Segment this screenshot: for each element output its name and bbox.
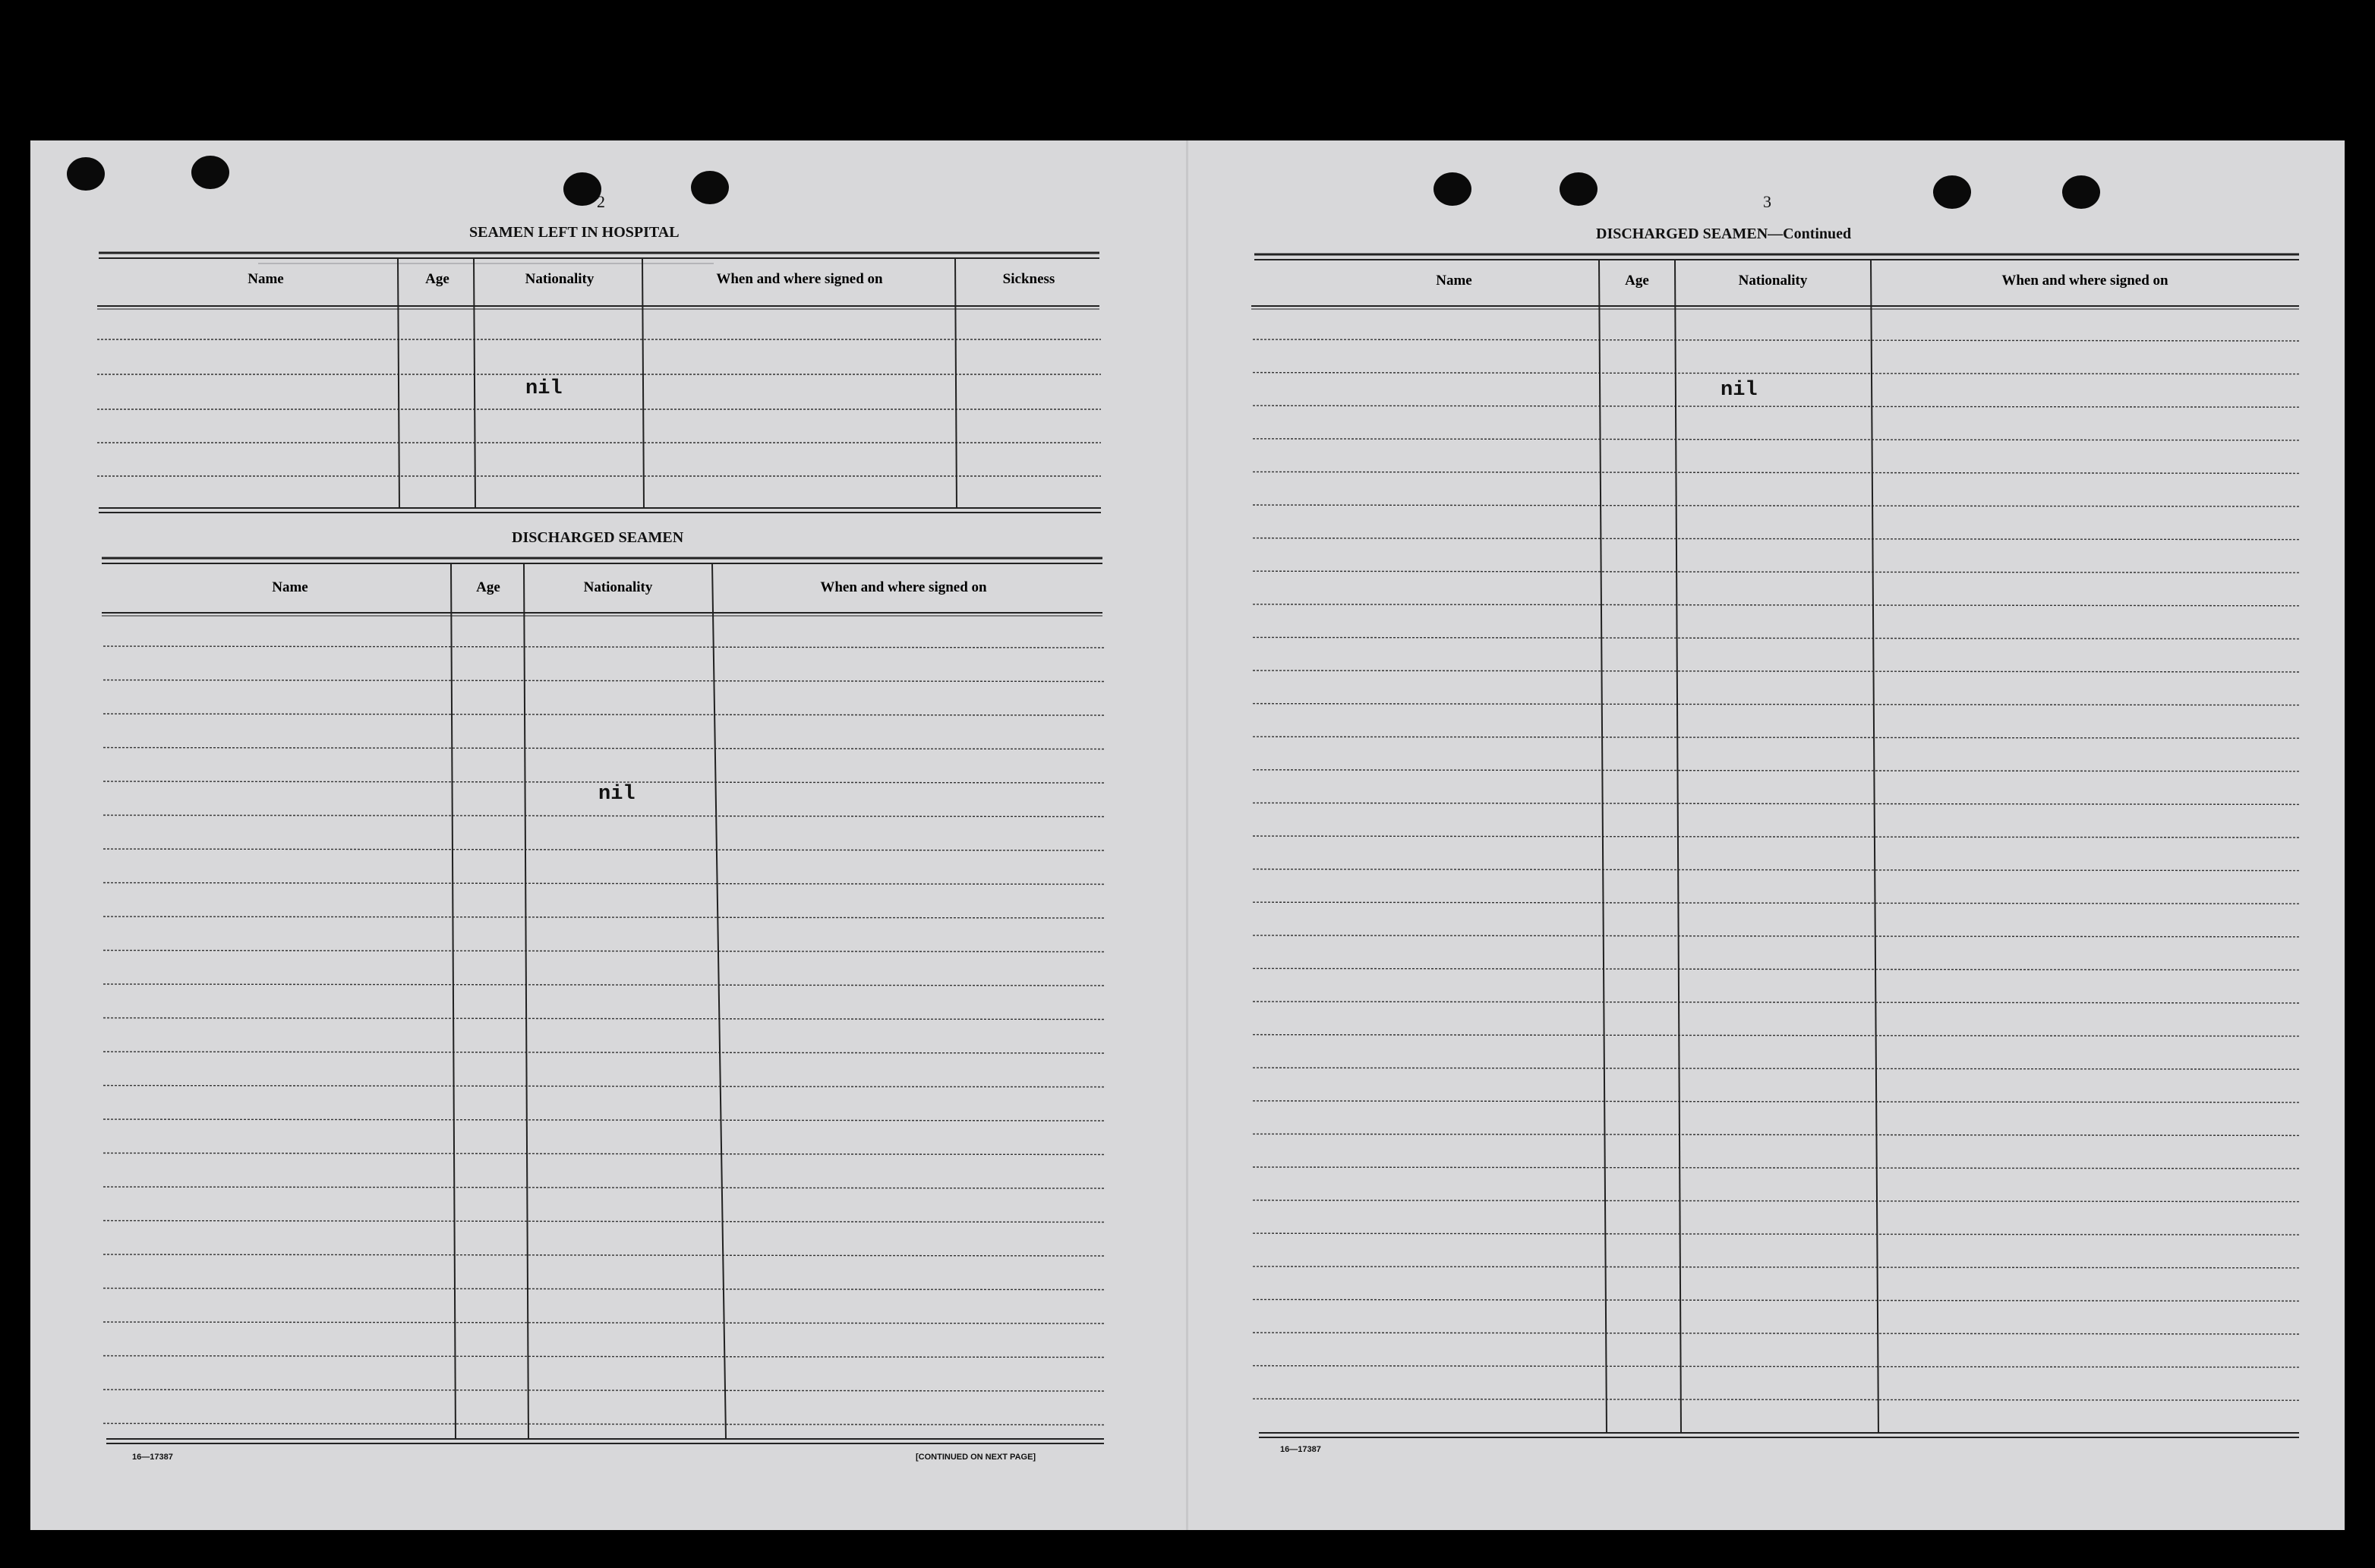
document-page bbox=[30, 140, 2345, 1530]
ruled-row-line bbox=[103, 1187, 1104, 1188]
hospital-col-sickness: Sickness bbox=[1002, 271, 1055, 287]
ruled-row-line bbox=[1253, 538, 2301, 540]
ruled-row-line bbox=[103, 1322, 1104, 1323]
ruled-row-line bbox=[103, 1254, 1104, 1256]
ruled-row-line bbox=[1253, 439, 2301, 440]
discharged-col-age: Age bbox=[476, 579, 500, 595]
ruled-row-line bbox=[1253, 1200, 2301, 1202]
ruled-row-line bbox=[103, 1424, 1104, 1425]
discharged-col-name: Name bbox=[272, 579, 308, 595]
ruled-row-line bbox=[1253, 1134, 2301, 1135]
ruled-row-line bbox=[1253, 935, 2301, 937]
ruled-row-line bbox=[1253, 1167, 2301, 1169]
form-number: 16—17387 bbox=[1280, 1445, 1321, 1454]
ruled-row-line bbox=[103, 1289, 1104, 1290]
ruled-row-line bbox=[103, 951, 1104, 952]
ruled-row-line bbox=[1253, 1233, 2301, 1235]
hospital-col-nationality: Nationality bbox=[525, 271, 595, 287]
ruled-row-line bbox=[103, 1052, 1104, 1053]
ruled-row-line bbox=[103, 1221, 1104, 1223]
ruled-row-line bbox=[1253, 472, 2301, 473]
ruled-row-line bbox=[1253, 869, 2301, 871]
ruled-row-line bbox=[1253, 902, 2301, 904]
ruled-row-line bbox=[103, 883, 1104, 885]
ruled-row-line bbox=[1253, 670, 2301, 672]
continued-col-nationality: Nationality bbox=[1738, 273, 1808, 289]
form-number: 16—17387 bbox=[132, 1453, 173, 1462]
ruled-row-line bbox=[103, 917, 1104, 918]
ruled-row-line bbox=[1253, 1101, 2301, 1103]
ruled-row-line bbox=[103, 781, 1104, 783]
continued-col-signed-on: When and where signed on bbox=[2001, 273, 2168, 289]
ruled-row-line bbox=[1253, 339, 2301, 341]
ruled-row-line bbox=[103, 1153, 1104, 1155]
hospital-col-name: Name bbox=[248, 271, 284, 287]
ruled-row-line bbox=[1253, 373, 2301, 374]
page-number: 3 bbox=[1763, 192, 1771, 211]
ruled-row-line bbox=[103, 1018, 1104, 1020]
ruled-row-line bbox=[1253, 571, 2301, 573]
discharged-col-nationality: Nationality bbox=[583, 579, 653, 595]
ruled-row-line bbox=[1253, 637, 2301, 639]
ruled-row-line bbox=[1253, 737, 2301, 738]
ruled-row-line bbox=[103, 984, 1104, 986]
discharged-col-signed-on: When and where signed on bbox=[820, 579, 987, 595]
ruled-row-line bbox=[103, 748, 1104, 749]
discharged-nil-entry: nil bbox=[598, 783, 636, 806]
form-ruling bbox=[30, 140, 2345, 1530]
ruled-row-line bbox=[1253, 770, 2301, 771]
ruled-row-line bbox=[1253, 1333, 2301, 1334]
ruled-row-line bbox=[1253, 505, 2301, 506]
ruled-row-line bbox=[1253, 1267, 2301, 1268]
ruled-row-line bbox=[1253, 1035, 2301, 1036]
ruled-row-line bbox=[103, 816, 1104, 817]
ruled-row-line bbox=[103, 1390, 1104, 1391]
continued-nil-entry: nil bbox=[1721, 379, 1758, 402]
continued-col-name: Name bbox=[1436, 273, 1472, 289]
hospital-nil-entry: nil bbox=[525, 377, 563, 400]
continued-note: [CONTINUED ON NEXT PAGE] bbox=[916, 1453, 1036, 1462]
ruled-row-line bbox=[103, 1086, 1104, 1087]
hospital-section-title: SEAMEN LEFT IN HOSPITAL bbox=[469, 224, 680, 241]
discharged-section-title: DISCHARGED SEAMEN bbox=[512, 529, 684, 546]
hospital-col-age: Age bbox=[425, 271, 449, 287]
ruled-row-line bbox=[1253, 1399, 2301, 1400]
ruled-row-line bbox=[103, 714, 1104, 715]
continued-col-age: Age bbox=[1625, 273, 1649, 289]
ruled-row-line bbox=[1253, 1068, 2301, 1069]
ruled-row-line bbox=[103, 680, 1104, 682]
ruled-row-line bbox=[1253, 704, 2301, 705]
ruled-row-line bbox=[103, 646, 1104, 648]
ruled-row-line bbox=[1253, 405, 2301, 407]
ruled-row-line bbox=[1253, 968, 2301, 970]
hospital-col-signed-on: When and where signed on bbox=[716, 271, 883, 287]
page-number: 2 bbox=[597, 192, 605, 211]
ruled-row-line bbox=[103, 849, 1104, 850]
ruled-row-line bbox=[1253, 1366, 2301, 1368]
ruled-row-line bbox=[1253, 1002, 2301, 1003]
ruled-row-line bbox=[103, 1356, 1104, 1358]
discharged-continued-title: DISCHARGED SEAMEN—Continued bbox=[1596, 226, 1852, 242]
ruled-row-line bbox=[1253, 1299, 2301, 1301]
ruled-row-line bbox=[1253, 604, 2301, 606]
ruled-row-line bbox=[1253, 803, 2301, 804]
ruled-row-line bbox=[103, 1119, 1104, 1121]
ruled-row-line bbox=[1253, 836, 2301, 838]
